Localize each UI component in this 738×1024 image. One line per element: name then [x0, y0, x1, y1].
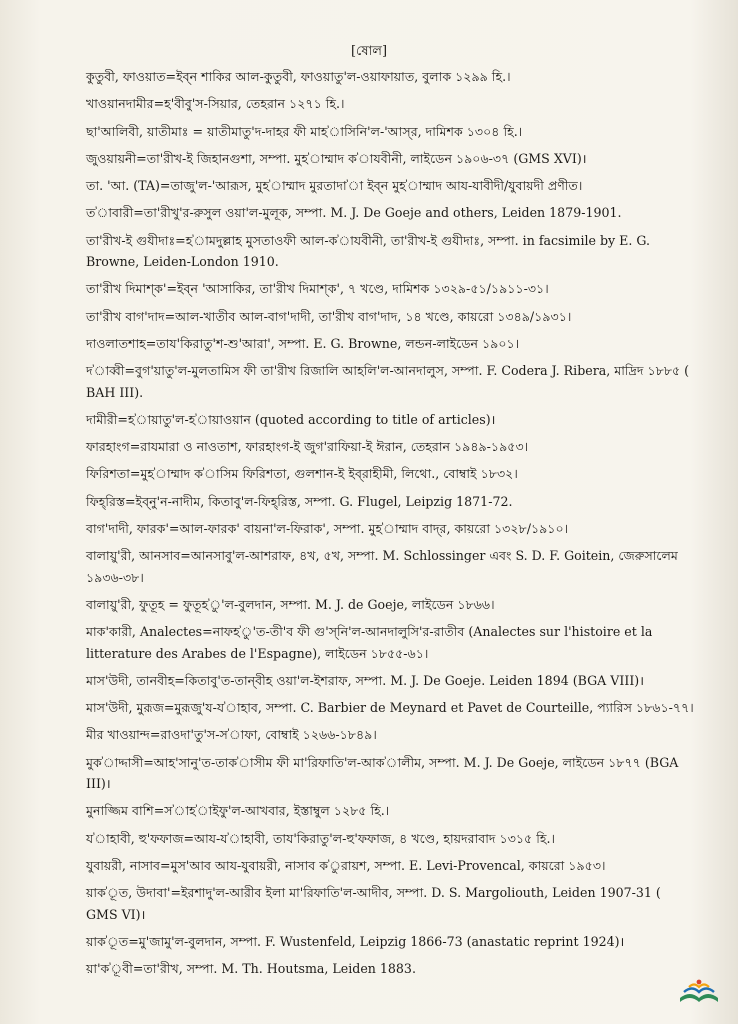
list-item: দ'াব্বী=বুগ'য়াতু'ল-মুলতামিস ফী তা'রীখ রিজালি আহলি'ল-আনদালুস, সম্পা. F. Codera J. Ribera, মাদ্রিদ ১৮৮৫ ( BAH III).	[86, 363, 690, 400]
list-item: য়া'ক'ূবী=তা'রীখ, সম্পা. M. Th. Houtsma, Leiden 1883.	[86, 961, 416, 977]
list-item: তা. 'আ. (TA)=তাজু'ল-'আরূস, মুহ'াম্মাদ মুরতাদা'া ইব্‌ন মুহ'াম্মাদ আয-যাবীদী/যুবায়দী প্রণীত।	[86, 178, 583, 194]
list-item: য়াক'ূত=মু'জামু'ল-বুলদান, সম্পা. F. Wustenfeld, Leipzig 1866-73 (anastatic reprint 1924)।	[86, 933, 625, 949]
list-item: য়াক'ূত, উদাবা'=ইরশাদু'ল-আরীব ইলা মা'রিফাতি'ল-আদীব, সম্পা. D. S. Margoliouth, Leiden 1907-31 ( GMS VI)।	[86, 885, 661, 922]
list-item: মুক'াদ্দাসী=আহ'সানু'ত-তাক'াসীম ফী মা'রিফাতি'ল-আক'ালীম, সম্পা. M. J. De Goeje, লাইডেন ১৮৭৭ (BGA III)।	[86, 754, 679, 792]
list-item: ছা'আলিবী, য়াতীমাঃ = য়াতীমাতু'দ-দাহর ফী মাহ'াসিনি'ল-'আস্‌র, দামিশক ১৩০৪ হি.।	[86, 123, 523, 139]
list-item: য'াহাবী, হু'ফফাজ=আয-য'াহাবী, তায'কিরাতু'ল-হু'ফফাজ, ৪ খণ্ডে, হায়দরাবাদ ১৩১৫ হি.।	[86, 830, 555, 846]
list-item: মুনাজ্জিম বাশি=স'াহ'াইফু'ল-আখবার, ইস্তাম্বুল ১২৮৫ হি.।	[86, 803, 390, 819]
list-item: মাক'কারী, Analectes=নাফহ'ু'ত-তী'ব ফী গু'স্‌নি'ল-আনদালুসি'র-রাতীব (Analectes sur l'histoire et la litterature des Arabes de l'Espagne), লাইডেন ১৮৫৫-৬১।	[86, 624, 653, 661]
list-item: দামীরী=হ'ায়াতু'ল-হ'ায়াওয়ান (quoted according to title of articles)।	[86, 411, 496, 427]
list-item: মাস'উদী, তানবীহ=কিতাবু'ত-তান্‌বীহ ওয়া'ল-ইশরাফ, সম্পা. M. J. De Goeje. Leiden 1894 (BGA VIII)।	[86, 672, 644, 688]
list-item: ফিহ্‌রিস্ত=ইব্‌নু'ন-নাদীম, কিতাবু'ল-ফিহ্‌রিস্ত, সম্পা. G. Flugel, Leipzig 1871-72.	[86, 493, 513, 509]
list-item: খাওয়ানদামীর=হ'বীবু'স-সিয়ার, তেহরান ১২৭১ হি.।	[86, 96, 345, 112]
list-item: বাগ'দাদী, ফারক'=আল-ফারক' বায়না'ল-ফিরাক', সম্পা. মুহ'াম্মাদ বাদ্‌র, কায়রো ১৩২৮/১৯১০।	[86, 521, 569, 537]
list-item: মীর খাওয়ান্দ=রাওদা'তু'স-স'াফা, বোম্বাই ১২৬৬-১৮৪৯।	[86, 727, 377, 743]
list-item: বালায়ু'রী, আনসাব=আনসাবু'ল-আশরাফ, ৪খ, ৫খ, সম্পা. M. Schlossinger এবং S. D. F. Goitein, জেরুসালেম ১৯৩৬-৩৮।	[86, 548, 678, 585]
list-item: তা'রীখ-ই গুযীদাঃ=হ'ামদুল্লাহ মুসতাওফী আল-ক'াযবীনী, তা'রীখ-ই গুযীদাঃ, সম্পা. in facsimile by E. G. Browne, Leiden-London 1910.	[86, 232, 650, 270]
list-item: যুবায়রী, নাসাব=মুস'আব আয-যুবায়রী, নাসাব ক'ুরায়শ, সম্পা. E. Levi-Provencal, কায়রো ১৯৫৩।	[86, 857, 606, 873]
list-item: ত'াবারী=তা'রীখু'র-রুসুল ওয়া'ল-মুলূক, সম্পা. M. J. De Goeje and others, Leiden 1879-1901.	[86, 205, 622, 221]
list-item: তা'রীখ বাগ'দাদ=আল-খাতীব আল-বাগ'দাদী, তা'রীখ বাগ'দাদ, ১৪ খণ্ডে, কায়রো ১৩৪৯/১৯৩১।	[86, 308, 572, 324]
list-item: কুতুবী, ফাওয়াত=ইব্‌ন শাকির আল-কুতুবী, ফাওয়াতু'ল-ওয়াফায়াত, বুলাক ১২৯৯ হি.।	[86, 69, 511, 84]
bibliography-list	[86, 66, 696, 985]
list-item: বালায়ু'রী, ফুতূহ = ফুতূহ'ু'ল-বুলদান, সম্পা. M. J. de Goeje, লাইডেন ১৮৬৬।	[86, 596, 495, 612]
page-number: [ষোল]	[350, 44, 388, 59]
book-logo-icon	[676, 976, 722, 1010]
list-item: তা'রীখ দিমাশ্‌ক'=ইব্‌ন 'আসাকির, তা'রীখ দিমাশ্‌ক', ৭ খণ্ডে, দামিশক ১৩২৯-৫১/১৯১১-৩১।	[86, 281, 549, 297]
list-item: ফারহাংগ=রাযমারা ও নাওতাশ, ফারহাংগ-ই জুগ'রাফিয়া-ই ঈরান, তেহরান ১৯৪৯-১৯৫৩।	[86, 439, 529, 455]
list-item: দাওলাতশাহ=তায'কিরাতু'শ-শু'আরা', সম্পা. E. G. Browne, লন্ডন-লাইডেন ১৯০১।	[86, 335, 520, 351]
list-item: জুওয়ায়নী=তা'রীখ-ই জিহানগুশা, সম্পা. মুহ'াম্মাদ ক'াযবীনী, লাইডেন ১৯০৬-৩৭ (GMS XVI)।	[86, 150, 587, 166]
list-item: মাস'উদী, মুরূজ=মুরূজু'য-য'াহাব, সম্পা. C. Barbier de Meynard et Pavet de Courteille, প্যারিস ১৮৬১-৭৭।	[86, 700, 694, 716]
list-item: ফিরিশতা=মুহ'াম্মাদ ক'াসিম ফিরিশতা, গুলশান-ই ইব্‌রাহীমী, লিথো., বোম্বাই ১৮৩২।	[86, 466, 518, 482]
